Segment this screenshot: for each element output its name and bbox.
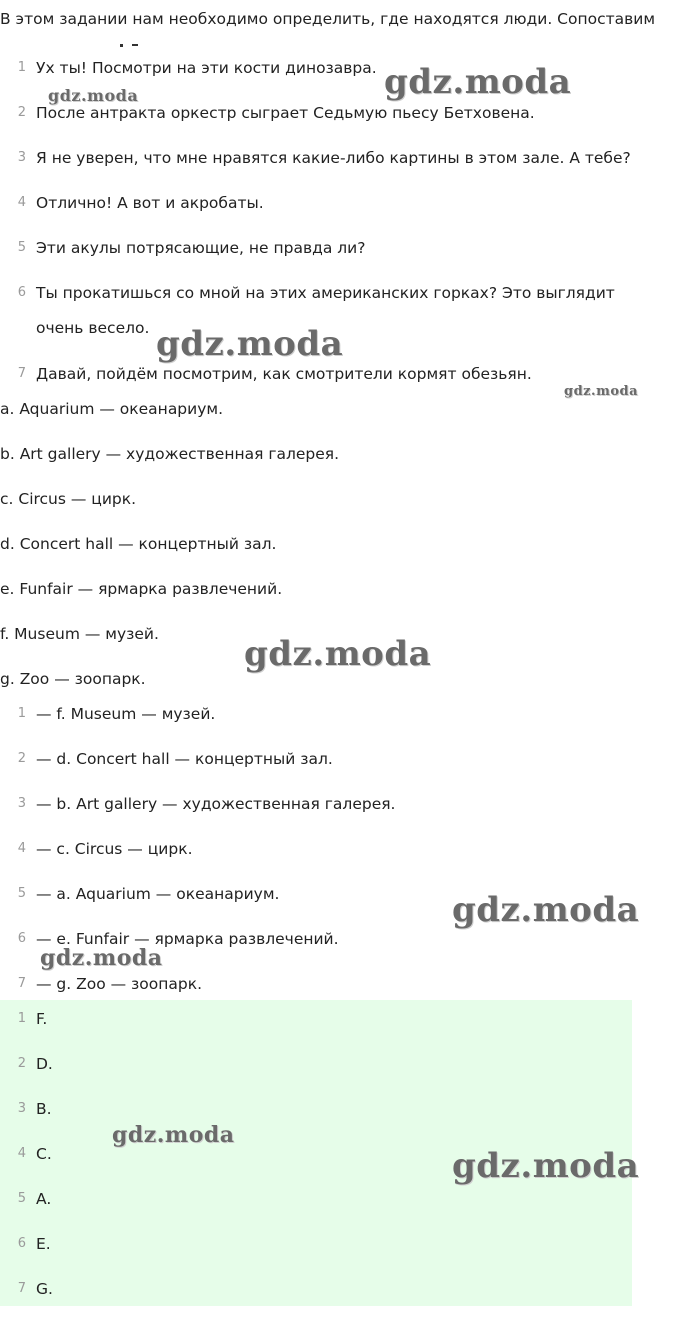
line-number: 4 <box>17 841 26 856</box>
line-number: 7 <box>17 976 26 991</box>
match-line-3 <box>0 781 395 826</box>
line-number: 4 <box>17 195 26 210</box>
option-a: a. Aquarium — океанариум. <box>0 399 224 418</box>
line-text: — c. Circus — цирк. <box>36 839 193 858</box>
line-number: 2 <box>17 1056 26 1071</box>
line-text: — d. Concert hall — концертный зал. <box>36 749 333 768</box>
watermark-logo: gdz.moda <box>452 890 640 930</box>
line-text: E. <box>36 1234 51 1253</box>
dialogue-line-1 <box>0 45 377 90</box>
line-text: D. <box>36 1054 53 1073</box>
line-number: 7 <box>17 366 26 381</box>
dialogue-line-4 <box>0 180 264 225</box>
line-text: — a. Aquarium — океанариум. <box>36 884 280 903</box>
intro-text: В этом задании нам необходимо определить, где находятся люди. Сопоставим <box>0 10 656 28</box>
line-number: 1 <box>17 60 26 75</box>
match-line-4 <box>0 826 193 871</box>
line-text: G. <box>36 1279 53 1298</box>
watermark-logo: gdz.moda <box>244 634 432 674</box>
match-line-5 <box>0 871 279 916</box>
line-number: 3 <box>17 150 26 165</box>
watermark-logo: gdz.moda <box>112 1122 235 1148</box>
answer-line-4 <box>0 1131 52 1176</box>
answer-line-7 <box>0 1266 53 1311</box>
answer-line-6 <box>0 1221 51 1266</box>
option-g: g. Zoo — зоопарк. <box>0 669 146 688</box>
line-number: 5 <box>17 240 26 255</box>
answer-line-1 <box>0 996 47 1041</box>
answer-line-5 <box>0 1176 51 1221</box>
watermark-logo: gdz.moda <box>564 384 639 399</box>
line-number: 1 <box>17 706 26 721</box>
answer-line-2 <box>0 1041 53 1086</box>
line-text: A. <box>36 1189 52 1208</box>
option-b: b. Art gallery — художественная галерея. <box>0 444 340 463</box>
option-c: c. Circus — цирк. <box>0 489 137 508</box>
line-text: C. <box>36 1144 52 1163</box>
dialogue-line-6-continued: очень весело. <box>36 319 150 337</box>
line-number: 6 <box>17 1236 26 1251</box>
line-text: B. <box>36 1099 52 1118</box>
line-number: 5 <box>17 886 26 901</box>
dialogue-line-5 <box>0 225 365 270</box>
match-line-1 <box>0 691 215 736</box>
line-text: Давай, пойдём посмотрим, как смотрители кормят обезьян. <box>36 364 532 383</box>
watermark-logo: gdz.moda <box>452 1146 640 1186</box>
option-f: f. Museum — музей. <box>0 624 159 643</box>
line-text: Эти акулы потрясающие, не правда ли? <box>36 238 366 257</box>
watermark-logo: gdz.moda <box>40 945 163 971</box>
line-text: F. <box>36 1009 48 1028</box>
line-text: — f. Museum — музей. <box>36 704 216 723</box>
dialogue-line-6 <box>0 270 615 315</box>
line-text: Ух ты! Посмотри на эти кости динозавра. <box>36 58 377 77</box>
line-text: После антракта оркестр сыграет Седьмую пьесу Бетховена. <box>36 103 535 122</box>
match-line-2 <box>0 736 333 781</box>
watermark-logo: gdz.moda <box>48 86 139 105</box>
line-text: Отлично! А вот и акробаты. <box>36 193 264 212</box>
line-text: — g. Zoo — зоопарк. <box>36 974 203 993</box>
line-text: Ты прокатишься со мной на этих американских горках? Это выглядит <box>36 283 615 302</box>
line-number: 6 <box>17 285 26 300</box>
line-number: 6 <box>17 931 26 946</box>
option-d: d. Concert hall — концертный зал. <box>0 534 277 553</box>
option-e: e. Funfair — ярмарка развлечений. <box>0 579 283 598</box>
line-number: 2 <box>17 751 26 766</box>
answer-line-3 <box>0 1086 52 1131</box>
line-text: — b. Art gallery — художественная галерея. <box>36 794 396 813</box>
line-text: Я не уверен, что мне нравятся какие-либо картины в этом зале. А тебе? <box>36 148 631 167</box>
line-number: 5 <box>17 1191 26 1206</box>
line-number: 4 <box>17 1146 26 1161</box>
line-number: 3 <box>17 796 26 811</box>
line-text: — e. Funfair — ярмарка развлечений. <box>36 929 339 948</box>
dialogue-line-3 <box>0 135 631 180</box>
watermark-logo: gdz.moda <box>156 324 344 364</box>
line-number: 3 <box>17 1101 26 1116</box>
line-number: 1 <box>17 1011 26 1026</box>
line-number: 2 <box>17 105 26 120</box>
watermark-logo: gdz.moda <box>384 62 572 102</box>
line-number: 7 <box>17 1281 26 1296</box>
